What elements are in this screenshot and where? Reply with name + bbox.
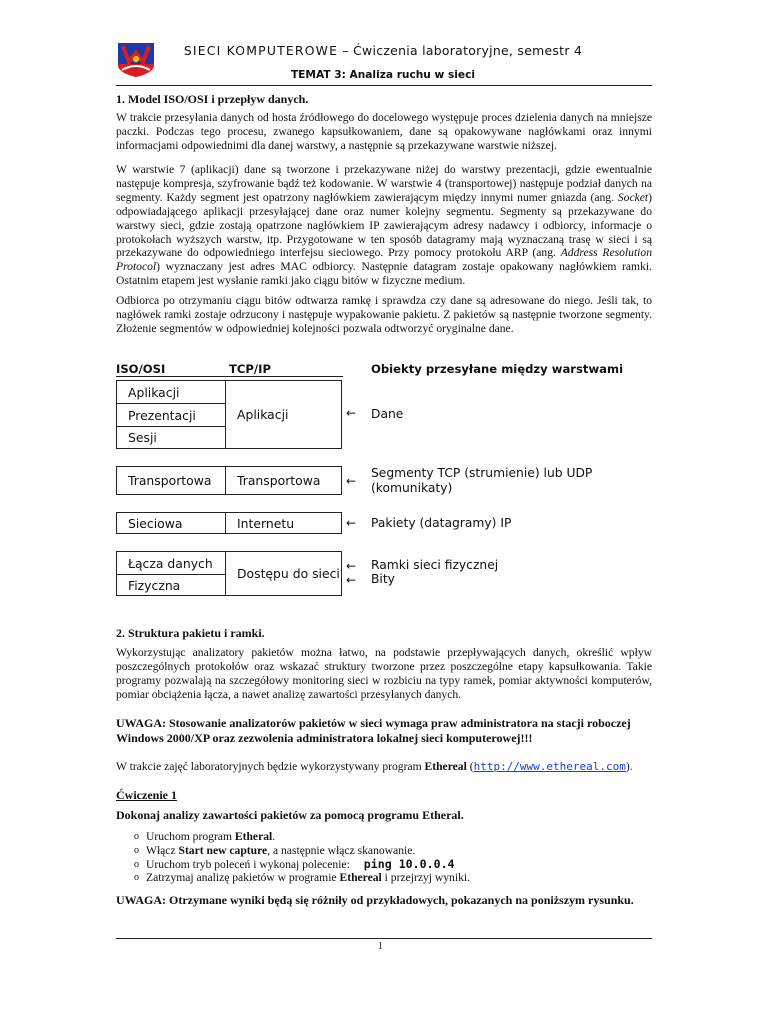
arrow-transport: ←	[346, 474, 357, 488]
diagram-header-osi: ISO/OSI	[116, 362, 166, 376]
list-item	[116, 871, 652, 885]
osi-layer-datalink: Łącza danych	[116, 551, 226, 575]
section2-heading: 2. Struktura pakietu i ramki.	[116, 626, 265, 640]
tcpip-layer-transport: Transportowa	[225, 466, 342, 495]
warning-results: UWAGA: Otrzymane wyniki będą się różniły od przykładowych, pokazanych na poniższym rysunku.	[116, 893, 634, 907]
tcpip-layer-application: Aplikacji	[225, 380, 342, 449]
arrow-physical: ←	[346, 573, 357, 587]
header-rule	[116, 85, 652, 86]
step2-text-c: , a następnie włącz skanowanie.	[267, 843, 416, 857]
exercise1-steps	[116, 830, 652, 885]
section1-paragraph-2	[116, 163, 652, 288]
page-number: 1	[378, 941, 383, 952]
diagram-header-rule	[116, 376, 343, 377]
program-info	[116, 760, 652, 774]
warning-admin: UWAGA: Stosowanie analizatorów pakietów w sieci wymaga praw administratora na stacji roboczej Windows 2000/XP oraz zezwolenia administratora lokalnej sieci komputerowej!!!	[116, 716, 631, 745]
diagram-header-objects: Obiekty przesyłane między warstwami	[371, 362, 624, 376]
title-rest: Ćwiczenia laboratoryjne, semestr 4	[353, 43, 583, 58]
footer-rule	[116, 938, 652, 939]
object-data: Dane	[371, 407, 404, 421]
arrow-application: ←	[346, 406, 357, 420]
osi-layer-session: Sesji	[116, 426, 226, 449]
tcpip-layer-internet: Internetu	[225, 512, 342, 534]
step3-text-a: Uruchom tryb poleceń i wykonaj polecenie:	[146, 857, 350, 871]
list-item	[116, 830, 652, 844]
program-text-b: (	[466, 760, 474, 773]
list-item	[116, 844, 652, 858]
ethereal-link[interactable]: http://www.ethereal.com	[473, 760, 626, 773]
para2-text-c: ) wyznaczany jest adres MAC odbiorcy. Następnie datagram zostaje opakowany nagłówkiem ramki. Ostatnim etapem jest wysłanie ramki jako ciągu bitów w fizyczne medium.	[116, 260, 652, 288]
exercise1-title: Ćwiczenie 1	[116, 788, 177, 802]
logo	[116, 40, 156, 78]
object-segments-line1: Segmenty TCP (strumienie) lub UDP	[371, 466, 593, 480]
arrow-datalink: ←	[346, 559, 357, 573]
step2-bold: Start new capture	[178, 843, 268, 857]
title-main: SIECI KOMPUTEROWE	[183, 43, 339, 58]
osi-layer-presentation: Prezentacji	[116, 403, 226, 427]
osi-layer-physical: Fizyczna	[116, 574, 226, 596]
section1-heading: 1. Model ISO/OSI i przepływ danych.	[116, 92, 309, 106]
program-name: Ethereal	[424, 760, 467, 773]
step4-text-a: Zatrzymaj analizę pakietów w programie	[146, 871, 340, 885]
title-separator: –	[338, 43, 354, 58]
step4-text-c: i przejrzyj wyniki.	[381, 871, 470, 885]
step2-text-a: Włącz	[146, 843, 179, 857]
para2-arp: Address Resolution Protocol	[116, 246, 652, 274]
para2-text-b: ) odpowiadającego aplikacji przesyłającej dane oraz numer kolejny segmentu. Segmenty są przekazywane do warstwy sieci, gdzie zostają opatrzone nagłówkiem IP zawierającym adresy nadawcy i odbiorcy, informacje o protokołach wyższych warstw, itp. Przygotowane w ten sposób datagramy mają wyznaczaną trasę w sieci i są przekazywane do odpowiedniego interfejsu sieciowego. Przy pomocy protokołu ARP (ang.	[116, 190, 652, 260]
program-text-a: W trakcie zajęć laboratoryjnych będzie wykorzystywany program	[116, 760, 425, 773]
para2-text-a: W warstwie 7 (aplikacji) dane są tworzone i przekazywane niżej do warstwy prezentacji, gdzie ewentualnie następuje kompresja, szyfrowanie bądź też kodowanie. W warstwie 4 (transportowej) następuje podział danych na segmenty. Każdy segment jest opatrzony nagłówkiem zawierającym między innymi numer gniazda (ang.	[116, 163, 652, 204]
object-bits: Bity	[371, 572, 395, 586]
step1-text-a: Uruchom program	[146, 830, 235, 843]
osi-layer-application: Aplikacji	[116, 380, 226, 404]
step3-command: ping 10.0.0.4	[363, 856, 455, 871]
arrow-network: ←	[346, 516, 357, 530]
para2-socket: Socket	[617, 190, 649, 204]
program-text-c: ).	[625, 760, 633, 773]
diagram-header-tcpip: TCP/IP	[229, 362, 271, 376]
tcpip-layer-network-access: Dostępu do sieci	[225, 551, 342, 596]
step1-bold: Etheral	[234, 830, 273, 843]
object-segments-line2: (komunikaty)	[371, 481, 453, 495]
exercise1-task: Dokonaj analizy zawartości pakietów za pomocą programu Etheral.	[116, 808, 464, 822]
step4-bold: Ethereal	[339, 871, 382, 885]
document-subtitle: TEMAT 3: Analiza ruchu w sieci	[290, 69, 476, 81]
section1-paragraph-3: Odbiorca po otrzymaniu ciągu bitów odtwarza ramkę i sprawdza czy dane są adresowane do niego. Jeśli tak, to nagłówek ramki zostaje odrzucony i następuje wypakowanie pakietu. Z pakietów są następnie tworzone segmenty. Złożenie segmentów w odpowiedniej kolejności pozwala odtworzyć oryginalne dane.	[116, 294, 652, 335]
document-title	[168, 43, 598, 58]
osi-layer-transport: Transportowa	[116, 466, 226, 495]
object-frames: Ramki sieci fizycznej	[371, 558, 499, 572]
section1-paragraph-1: W trakcie przesyłania danych od hosta źródłowego do docelowego występuje proces dzielenia danych na mniejsze paczki. Podczas tego procesu, zwanego kapsułkowaniem, dane są opakowywane nagłówkami oraz innymi informacjami odpowiednimi dla danej warstwy, a następnie są przekazywane warstwie niższej.	[116, 111, 652, 152]
osi-layer-network: Sieciowa	[116, 512, 226, 534]
object-packets: Pakiety (datagramy) IP	[371, 516, 512, 530]
list-item	[116, 858, 652, 872]
step1-text-c: .	[272, 830, 276, 843]
section2-paragraph: Wykorzystując analizatory pakietów można łatwo, na podstawie przepływających danych, określić wpływ poszczególnych protokołów oraz wskazać struktury tworzone przez poszczególne etapy kapsułkowania. Takie programy pozwalają na szczegółowy monitoring sieci w rozbiciu na typy ramek, pomiar aktywności komputerów, pomiar obciążenia łącza, a nawet analizę zawartości przesyłanych danych.	[116, 646, 652, 701]
